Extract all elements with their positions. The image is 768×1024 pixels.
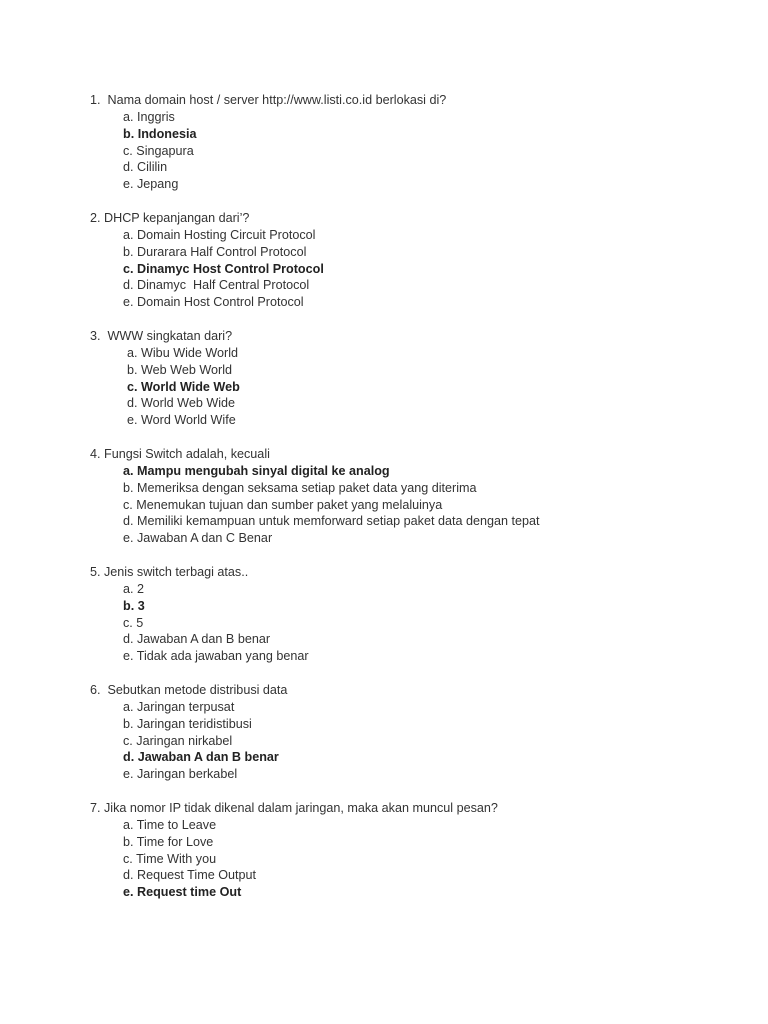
option-e-correct: e. Request time Out — [123, 885, 242, 900]
option-c-correct: c. World Wide Web — [127, 379, 240, 394]
option-c: c. 5 — [123, 615, 144, 630]
option-c-correct: c. Dinamyc Host Control Protocol — [123, 261, 324, 276]
option-c: c. Time With you — [123, 851, 217, 866]
option-c: c. Singapura — [123, 143, 194, 158]
question-prompt: 6. Sebutkan metode distribusi data — [90, 683, 288, 697]
question-prompt: 2. DHCP kepanjangan dari’? — [90, 211, 250, 225]
question-6 — [90, 682, 287, 783]
option-e: e. Word World Wife — [127, 413, 236, 428]
option-b: b. Time for Love — [123, 834, 214, 849]
option-d: d. Request Time Output — [123, 868, 257, 883]
option-a: a. Inggris — [123, 109, 175, 124]
option-d: d. Jawaban A dan B benar — [123, 632, 271, 647]
option-b-correct: b. Indonesia — [123, 126, 197, 141]
question-7 — [90, 800, 498, 901]
option-d: d. Dinamyc Half Central Protocol — [123, 278, 310, 293]
option-a: a. Wibu Wide World — [127, 345, 239, 360]
option-d-correct: d. Jawaban A dan B benar — [123, 750, 279, 765]
question-prompt: 4. Fungsi Switch adalah, kecuali — [90, 447, 270, 461]
option-a: a. 2 — [123, 581, 145, 596]
question-4 — [90, 446, 540, 547]
option-e: e. Domain Host Control Protocol — [123, 295, 304, 310]
option-e: e. Jaringan berkabel — [123, 767, 238, 782]
option-d: d. World Web Wide — [127, 396, 236, 411]
option-c: c. Jaringan nirkabel — [123, 733, 233, 748]
question-prompt: 3. WWW singkatan dari? — [90, 329, 233, 343]
option-b: b. Durarara Half Control Protocol — [123, 244, 307, 259]
option-e: e. Tidak ada jawaban yang benar — [123, 649, 309, 664]
question-prompt: 1. Nama domain host / server http://www.listi.co.id berlokasi di? — [90, 93, 447, 107]
option-a: a. Domain Hosting Circuit Protocol — [123, 227, 316, 242]
option-e: e. Jawaban A dan C Benar — [123, 531, 273, 546]
option-a: a. Time to Leave — [123, 817, 217, 832]
option-a-correct: a. Mampu mengubah sinyal digital ke analog — [123, 463, 390, 478]
question-prompt: 5. Jenis switch terbagi atas.. — [90, 565, 249, 579]
option-d: d. Memiliki kemampuan untuk memforward setiap paket data dengan tepat — [123, 514, 540, 529]
option-b: b. Web Web World — [127, 362, 232, 377]
question-2 — [90, 210, 324, 311]
option-a: a. Jaringan terpusat — [123, 699, 235, 714]
question-1 — [90, 92, 446, 193]
question-3 — [90, 328, 240, 429]
question-prompt: 7. Jika nomor IP tidak dikenal dalam jaringan, maka akan muncul pesan? — [90, 801, 498, 815]
option-d: d. Cililin — [123, 160, 168, 175]
option-e: e. Jepang — [123, 177, 179, 192]
question-5 — [90, 564, 309, 665]
option-b-correct: b. 3 — [123, 598, 145, 613]
option-b: b. Jaringan teridistibusi — [123, 716, 252, 731]
option-c: c. Menemukan tujuan dan sumber paket yang melaluinya — [123, 497, 443, 512]
option-b: b. Memeriksa dengan seksama setiap paket data yang diterima — [123, 480, 477, 495]
